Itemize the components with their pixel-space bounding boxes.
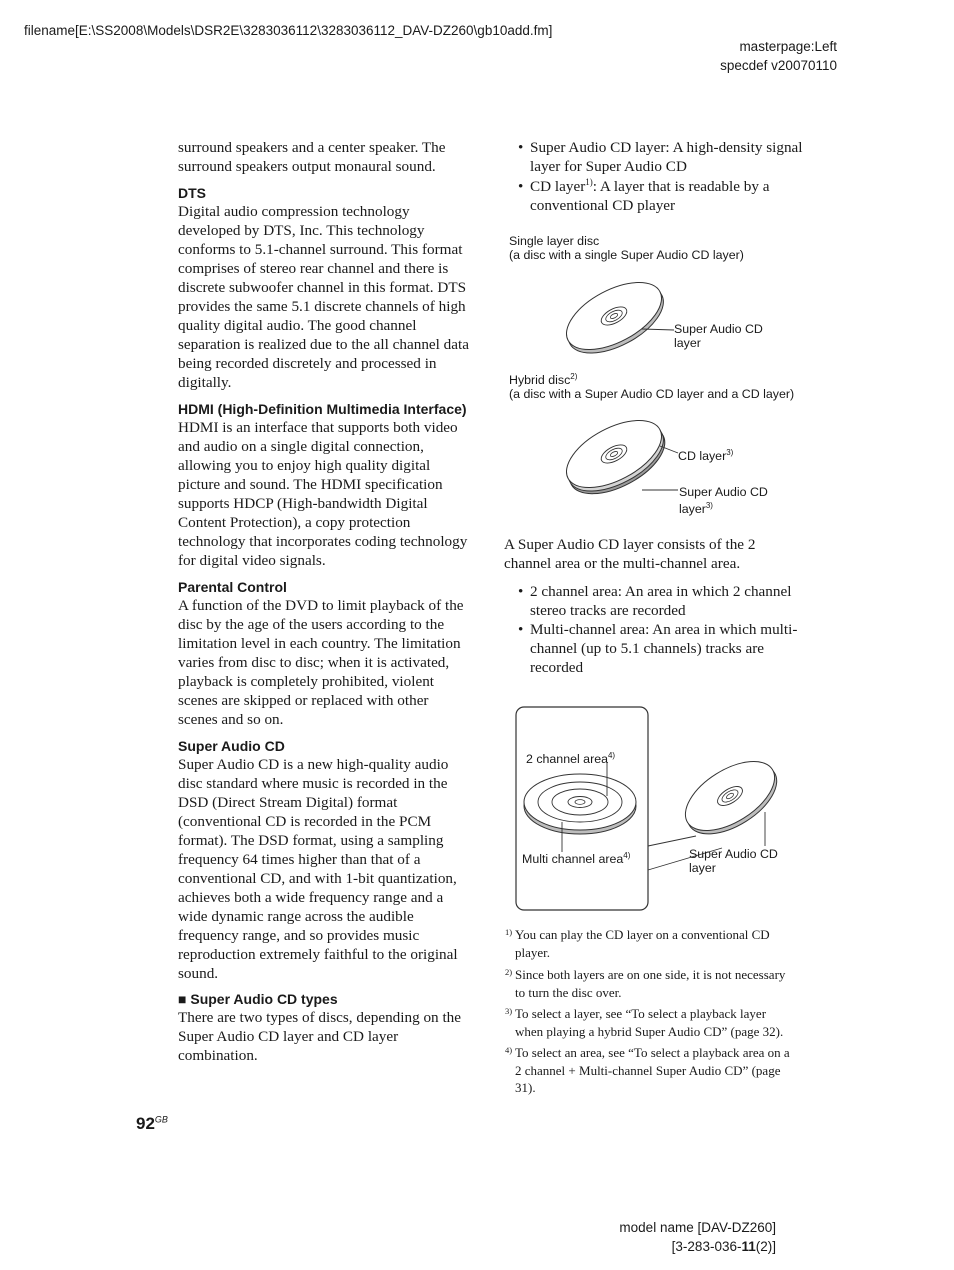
footnote-1: 1) You can play the CD layer on a conventional CD player. [505,927,770,960]
super-audio-cd-heading: Super Audio CD [178,738,285,754]
square-bullet-icon: ■ [178,991,187,1007]
areas-section [504,535,804,677]
specdef-label: specdef v20070110 [720,58,837,73]
footnote-3: 3) To select a layer, see “To select a playback layer when playing a hybrid Super Audio CD” (page 32). [505,1006,784,1039]
parental-control-paragraph: A function of the DVD to limit playback of the disc by the age of the users according to the limitation level in each country. The limitation varies from disc to disc; when it is activated, playback is completely prohibited, violent scenes are skipped or replaced with other scenes and so on. [178,597,464,728]
bullet-cd-layer: • CD layer$^{1)}$: A layer that is readable by a conventional CD player [518,176,770,214]
hdmi-heading: HDMI (High-Definition Multimedia Interface) [178,401,467,417]
dts-heading: DTS [178,185,206,201]
fig3-sacd-layer-label: Super Audio CD layer [689,847,778,875]
footnotes [505,926,797,1097]
fig2-sacd-layer-label: Super Audio CD layer$^{3)}$ [679,485,768,517]
sacd-types-heading [178,990,470,1008]
footnote-2: 2) Since both layers are on one side, it is not necessary to turn the disc over. [505,967,786,1000]
bullet-2ch-area: • 2 channel area: An area in which 2 channel stereo tracks are recorded [518,583,792,619]
filename-header: filename[E:\SS2008\Models\DSR2E\3283036112\3283036112_DAV-DZ260\gb10add.fm] [24,23,553,38]
fig3-2ch-area-label: 2 channel area$^{4)}$ [526,751,616,767]
fig1-sacd-layer-label: Super Audio CD layer [674,322,763,350]
footnote-4: 4) To select an area, see “To select a playback area on a 2 channel + Multi-channel Super Audio CD” (page 31). [505,1045,790,1095]
layer-bullets [504,138,804,215]
single-layer-caption: Single layer disc (a disc with a single Super Audio CD layer) [509,234,744,262]
model-name: model name [DAV-DZ260] [619,1220,776,1235]
sacd-types-title: Super Audio CD types [190,991,338,1007]
left-column [178,138,470,1065]
sacd-types-paragraph: There are two types of discs, depending on the Super Audio CD layer and CD layer combination. [178,1009,461,1064]
channel-area-illustration [510,700,790,916]
page-number: $92^{GB}$ [136,1114,168,1133]
page-suffix: GB [154,1114,168,1125]
masterpage-label: masterpage:Left [739,39,837,54]
masterpage-header [720,37,837,75]
fig2-cd-layer-label: CD layer$^{3)}$ [678,448,734,464]
hybrid-disc-illustration [560,416,682,500]
consists-paragraph: A Super Audio CD layer consists of the 2 channel area or the multi-channel area. [504,536,756,572]
parental-control-heading: Parental Control [178,579,287,595]
fig3-multi-area-label: Multi channel area$^{4)}$ [522,851,631,867]
hybrid-disc-caption: Hybrid disc$^{2)}$ (a disc with a Super Audio CD layer and a CD layer) [509,371,795,401]
bullet-sacd-layer: • Super Audio CD layer: A high-density signal layer for Super Audio CD [518,139,803,175]
bullet-multi-area: • Multi-channel area: An area in which multi-channel (up to 5.1 channels) tracks are recorded [518,621,798,676]
hdmi-paragraph: HDMI is an interface that supports both video and audio on a single digital connection, allowing you to enjoy high quality digital picture and sound. The HDMI specification supports HDCP (High-bandwidth Digital Content Protection), a copy protection technology that incorporates coding technology for digital video signals. [178,419,468,569]
super-audio-cd-paragraph: Super Audio CD is a new high-quality audio disc standard where music is recorded in the DSD (Direct Stream Digital) format (conventional CD is recorded in the PCM format). The DSD format, using a sampling frequency 64 times higher than that of a conventional CD, and with 1-bit quantization, achieves both a wide frequency range and a wide dynamic range across the audible frequency range, and so provides music reproduction extremely faithful to the original sound. [178,756,458,982]
single-layer-disc-illustration [560,276,676,358]
footer [619,1218,776,1256]
dts-paragraph: Digital audio compression technology developed by DTS, Inc. This technology conforms to 5.1-channel surround. This format comprises of stereo rear channel and there is discrete subwoofer channel in this format. DTS provides the same 5.1 discrete channels of high quality digital audio. The good channel separation is realized due to the all channel data being recorded discretely and processed in digitally. [178,203,469,391]
document-code: [3-283-036-11(2)] [671,1239,776,1254]
intro-paragraph: surround speakers and a center speaker. The surround speakers output monaural sound. [178,139,446,175]
